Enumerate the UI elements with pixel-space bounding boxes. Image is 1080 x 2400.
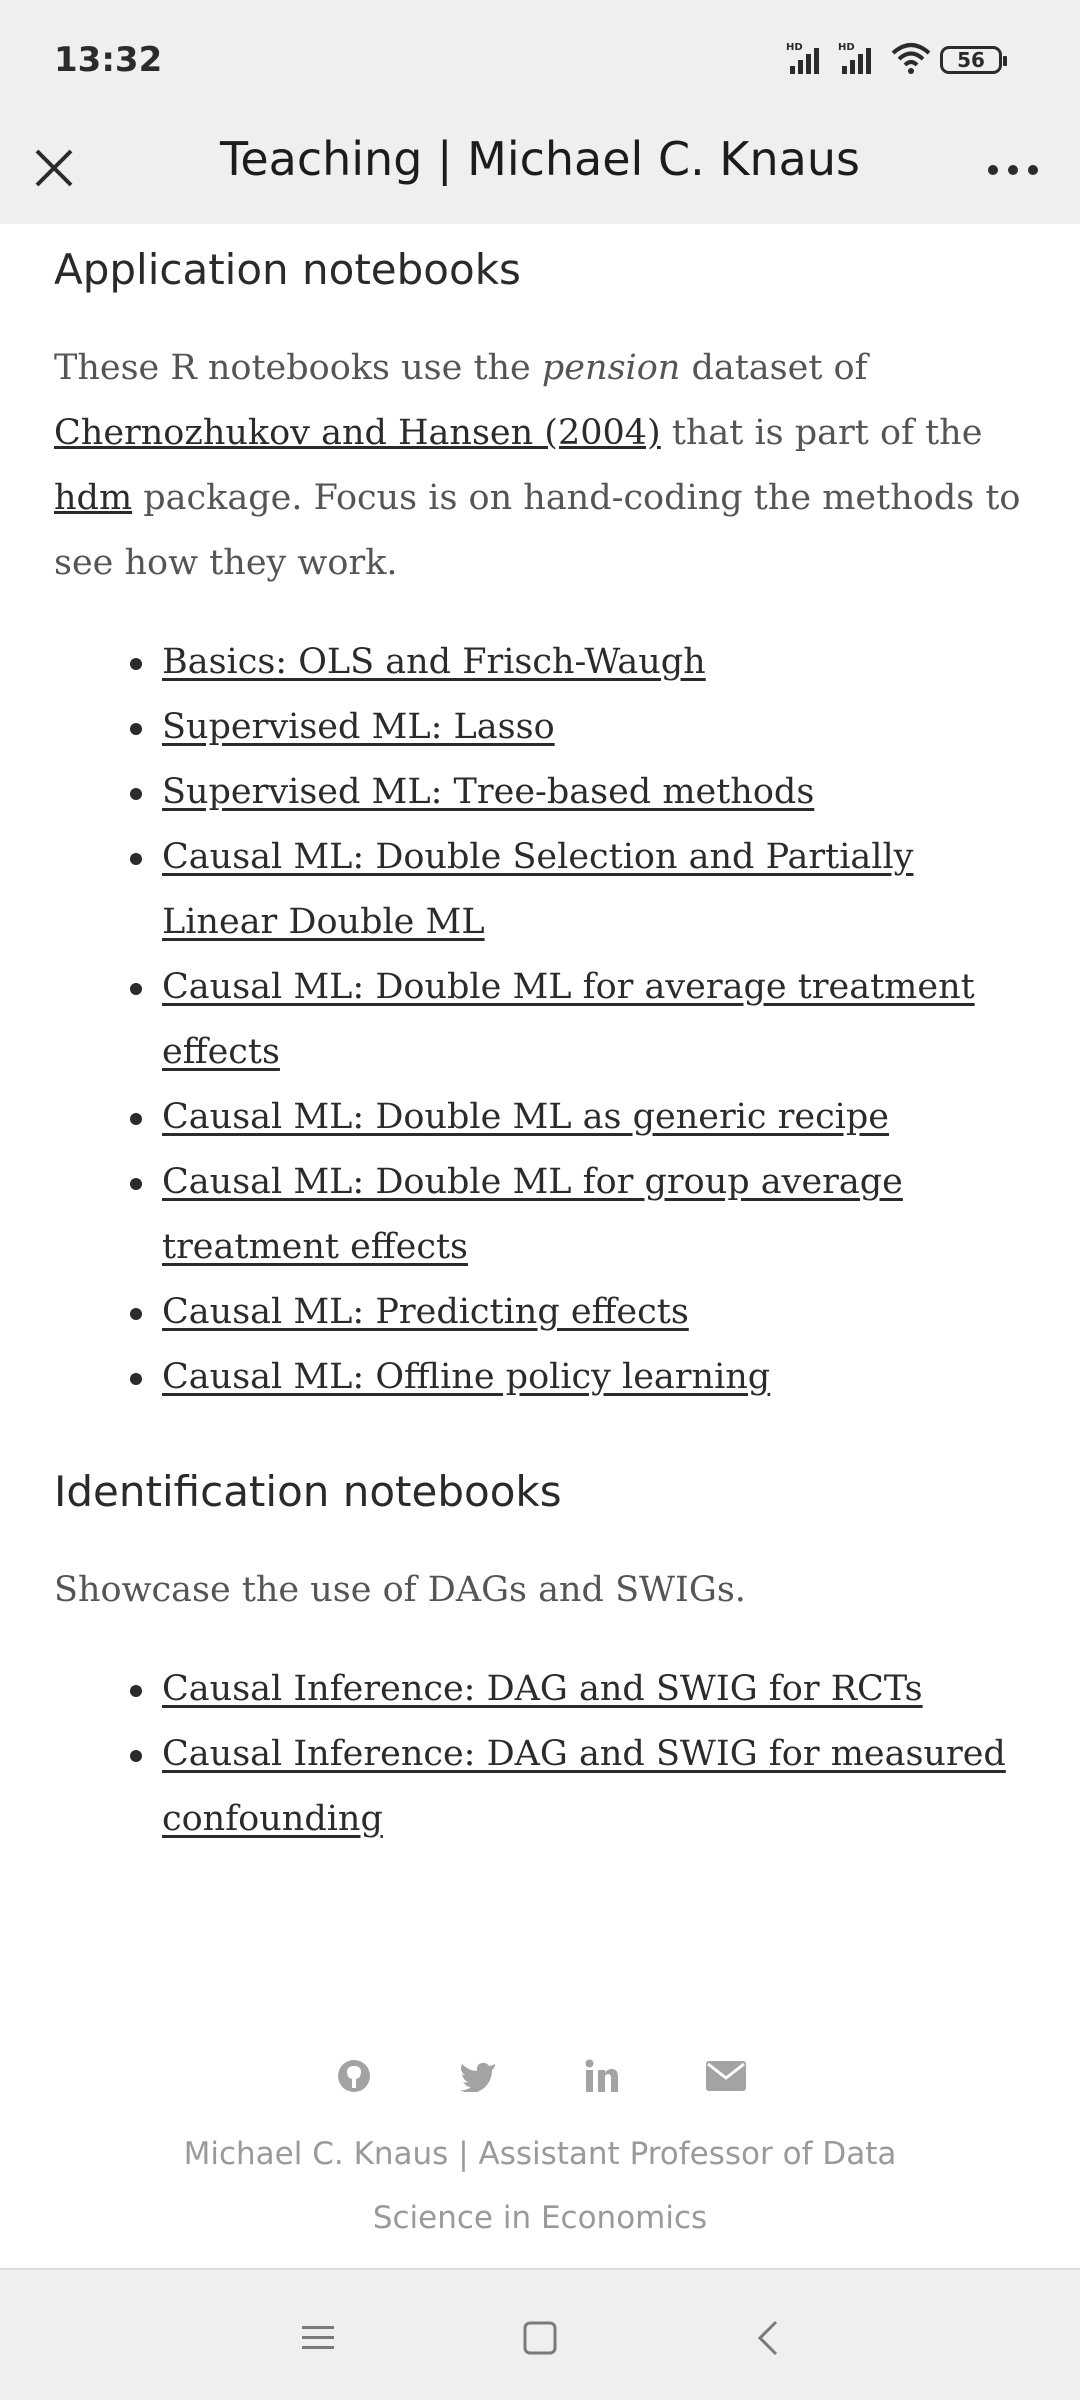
menu-icon[interactable] <box>294 2314 342 2362</box>
list-item <box>162 1722 1034 1852</box>
identification-section <box>54 1464 1034 1852</box>
linkedin-icon[interactable] <box>576 2050 628 2102</box>
list-item <box>162 1657 1034 1722</box>
intro-text: that is part of the <box>660 413 983 453</box>
notebook-link[interactable]: Causal ML: Double ML as generic recipe <box>162 1097 889 1137</box>
intro-text: dataset of <box>680 348 868 388</box>
notebook-link[interactable]: Causal ML: Double ML for group average treatment effects <box>162 1162 903 1267</box>
notebook-link[interactable]: Basics: OLS and Frisch-Waugh <box>162 642 706 682</box>
status-bar <box>0 0 1080 122</box>
more-icon[interactable] <box>978 142 1048 198</box>
list-item <box>162 825 1034 955</box>
svg-text:HD: HD <box>838 42 855 53</box>
svg-text:HD: HD <box>786 42 803 53</box>
back-icon[interactable] <box>744 2314 792 2362</box>
list-item <box>162 1280 1034 1345</box>
list-item <box>162 1150 1034 1280</box>
list-item <box>162 630 1034 695</box>
list-item <box>162 760 1034 825</box>
intro-text: These R notebooks use the <box>54 348 542 388</box>
home-icon[interactable] <box>516 2314 564 2362</box>
system-navbar <box>0 2268 1080 2400</box>
intro-italic: pension <box>541 348 681 388</box>
hd-signal-icon <box>786 40 830 80</box>
notebook-link[interactable]: Supervised ML: Lasso <box>162 707 555 747</box>
intro-text: package. Focus is on hand-coding the methods to see how they work. <box>54 478 1021 583</box>
social-links <box>0 2050 1080 2102</box>
application-section <box>54 242 1034 1410</box>
twitter-icon[interactable] <box>452 2050 504 2102</box>
battery-level: 56 <box>957 48 985 72</box>
notebook-link[interactable]: Causal Inference: DAG and SWIG for RCTs <box>162 1669 923 1709</box>
list-item <box>162 1085 1034 1150</box>
close-icon[interactable] <box>26 140 82 196</box>
chernozhukov-hansen-link[interactable]: Chernozhukov and Hansen (2004) <box>54 413 661 453</box>
battery-icon <box>940 46 1002 74</box>
browser-toolbar <box>0 122 1080 224</box>
page-title: Teaching | Michael C. Knaus <box>220 132 860 186</box>
page-content <box>54 224 1034 1852</box>
identification-notebook-list <box>54 1657 1034 1852</box>
footer-text: Michael C. Knaus | Assistant Professor of Data Science in Economics <box>183 2136 897 2236</box>
page-footer <box>0 2050 1080 2250</box>
application-notebook-list <box>54 630 1034 1410</box>
notebook-link[interactable]: Causal ML: Offline policy learning <box>162 1357 771 1397</box>
wifi-icon <box>890 41 932 79</box>
notebook-link[interactable]: Causal ML: Double ML for average treatment effects <box>162 967 975 1072</box>
section-heading-application: Application notebooks <box>54 245 521 294</box>
list-item <box>162 695 1034 760</box>
notebook-link[interactable]: Causal ML: Predicting effects <box>162 1292 689 1332</box>
list-item <box>162 955 1034 1085</box>
status-time: 13:32 <box>54 40 163 80</box>
notebook-link[interactable]: Supervised ML: Tree-based methods <box>162 772 815 812</box>
hdm-link[interactable]: hdm <box>54 478 133 518</box>
identification-intro: Showcase the use of DAGs and SWIGs. <box>54 1570 746 1610</box>
github-icon[interactable] <box>328 2050 380 2102</box>
status-icons <box>786 40 1002 80</box>
application-intro <box>54 336 1034 596</box>
notebook-link[interactable]: Causal ML: Double Selection and Partially Linear Double ML <box>162 837 914 942</box>
email-icon[interactable] <box>700 2050 752 2102</box>
notebook-link[interactable]: Causal Inference: DAG and SWIG for measured confounding <box>162 1734 1006 1839</box>
list-item <box>162 1345 1034 1410</box>
section-heading-identification: Identification notebooks <box>54 1467 562 1516</box>
hd-signal-icon <box>838 40 882 80</box>
